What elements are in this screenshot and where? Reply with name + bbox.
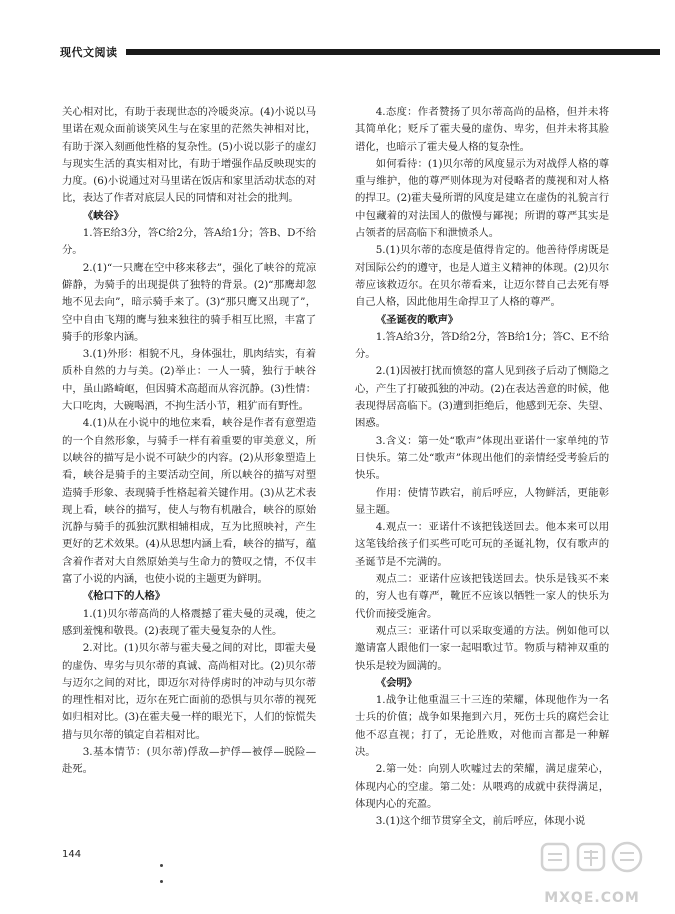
watermark: [532, 840, 652, 906]
answer-paragraph: 5.(1)贝尔蒂的态度是值得肯定的。他善待俘虏既是对国际公约的遵守，也是人道主义精神的体现。(2)贝尔蒂应该救迈尔。在贝尔蒂看来，让迈尔替自己去死有辱自己人格，因此他用生命捍卫了人格的尊严。: [355, 244, 609, 309]
left-column: [62, 104, 316, 779]
scan-dot: [160, 880, 163, 883]
section-heading: 《峡谷》: [82, 209, 124, 222]
answer-paragraph: 4.(1)从在小说中的地位来看，峡谷是作者有意塑造的一个自然形象，与骑手一样有着重要的审美意义，所以峡谷的描写是小说不可缺少的内容。(2)从形象塑造上看，峡谷是骑手的主要活动空间，所以峡谷的描写对塑造骑手形象、表现骑手性格起着关键作用。(3)从艺术表现上看，峡谷的描写，使人与物有机融合，峡谷的原始沉静与骑手的孤独沉默相辅相成，互为比照映衬，产生更好的艺术效果。(4)从思想内涵上看，峡谷的描写，蕴含着作者对大自然原始美与生命力的赞叹之情，不仅丰富了小说的内涵，也使小说的主题更为鲜明。: [62, 417, 316, 586]
answer-paragraph: 3.(1)这个细节贯穿全文，前后呼应，体现小说: [375, 815, 586, 828]
page-header: [60, 44, 660, 58]
answer-paragraph: 观点二：亚诺什应该把钱送回去。快乐是钱买不来的，穷人也有尊严，靴匠不应该以牺牲一家人的快乐为代价而接受施舍。: [355, 573, 609, 620]
answer-paragraph: 1.战争让他重温三十三连的荣耀，体现他作为一名士兵的价值；战争如果拖到六月，死伤士兵的腐烂会让他不忍直视；打了，无论胜败，对他而言都是一种解决。: [355, 694, 609, 758]
answer-paragraph: 3.含义：第一处“歌声”体现出亚诺什一家单纯的节日快乐。第二处“歌声”体现出他们的亲情经受考验后的快乐。: [355, 434, 609, 482]
section-heading: 《枪口下的人格》: [82, 590, 166, 603]
answer-paragraph: 3.基本情节：(贝尔蒂)俘敌—护俘—被俘—脱险—赴死。: [62, 745, 316, 776]
right-column: [355, 104, 609, 830]
answer-paragraph: 3.(1)外形：相貌不凡，身体强壮，肌肉结实，有着质朴自然的力与美。(2)举止：一人一骑，独行于峡谷中，虽山路崎岖，但因骑术高超而从容沉静。(3)性情：大口吃肉，大碗喝酒，不拘生活小节，粗犷而有野性。: [62, 348, 316, 413]
answer-paragraph: 2.(1)“一只鹰在空中移来移去”，强化了峡谷的荒凉僻静，为骑手的出现提供了独特的背景。(2)“那鹰却忽地不见去向”，暗示骑手来了。(3)“那只鹰又出现了”，空中自由飞翔的鹰与独来独往的骑手相互比照，丰富了骑手的形象内涵。: [62, 261, 316, 343]
answer-paragraph: 4.态度：作者赞扬了贝尔蒂高尚的品格，但并未将其简单化；贬斥了霍夫曼的虚伪、卑劣，但并未将其脸谱化，也暗示了霍夫曼人格的复杂性。: [355, 106, 609, 153]
answer-paragraph: 2.对比。(1)贝尔蒂与霍夫曼之间的对比，即霍夫曼的虚伪、卑劣与贝尔蒂的真诚、高尚相对比。(2)贝尔蒂与迈尔之间的对比，即迈尔对待俘虏时的冲动与贝尔蒂的理性相对比，迈尔在死亡面前的恐惧与贝尔蒂的视死如归相对比。(3)在霍夫曼一样的眼光下，人们的惊慌失措与贝尔蒂的镇定自若相对比。: [62, 642, 316, 741]
section-heading: 《圣诞夜的歌声》: [375, 313, 459, 326]
answer-paragraph: 作用：使情节跌宕，前后呼应，人物鲜活，更能彰显主题。: [355, 486, 609, 516]
answer-paragraph: 观点三：亚诺什可以采取变通的方法。例如他可以邀请富人跟他们一家一起唱歌过节。物质与精神双重的快乐是较为圆满的。: [355, 624, 609, 672]
section-heading: 《会明》: [375, 676, 417, 689]
answer-paragraph: 2.第一处：向别人吹嘘过去的荣耀，满足虚荣心，体现内心的空虚。第二处：从喂鸡的成就中获得满足，体现内心的充盈。: [355, 763, 609, 810]
watermark-url: MXQE.COM: [544, 890, 640, 906]
answer-paragraph: 1.答A给3分，答D给2分，答B给1分；答C、E不给分。: [355, 330, 609, 361]
answer-paragraph: 2.(1)因被打扰而愤怒的富人见到孩子后动了恻隐之心，产生了打破孤独的冲动。(2)在表达善意的时候，他表现得居高临下。(3)遭到拒绝后，他感到无奈、失望、困惑。: [355, 365, 609, 430]
watermark-logo-icon: [540, 840, 644, 874]
answer-paragraph: 4.观点一：亚诺什不该把钱送回去。他本来可以用这笔钱给孩子们买些可吃可玩的圣诞礼物，仅有歌声的圣诞节是不完满的。: [355, 521, 609, 568]
answer-paragraph: 如何看待：(1)贝尔蒂的风度显示为对战俘人格的尊重与维护，他的尊严则体现为对侵略者的蔑视和对人格的捍卫。(2)霍夫曼所谓的风度是建立在虚伪的礼貌言行中包藏着的对法国人的傲慢与鄙视；所谓的尊严其实是占领者的居高临下和泄愤杀人。: [355, 157, 609, 240]
scan-dot: [160, 864, 163, 867]
answer-paragraph: 1.(1)贝尔蒂高尚的人格震撼了霍夫曼的灵魂，使之感到羞愧和敬畏。(2)表现了霍夫曼复杂的人性。: [62, 607, 316, 637]
answer-paragraph: 1.答E给3分，答C给2分，答A给1分；答B、D不给分。: [62, 227, 316, 257]
page-number: 144: [62, 849, 82, 860]
answer-paragraph: 关心相对比，有助于表现世态的冷暖炎凉。(4)小说以马里诺在观众面前谈笑风生与在家里的茫然失神相对比，有助于深入刻画他性格的复杂性。(5)小说以影子的虚幻与现实生活的真实相对比，有助于增强作品反映现实的力度。(6)小说通过对马里诺在饭店和家里活动状态的对比，表达了作者对底层人民的同情和对社会的批判。: [62, 106, 316, 205]
header-rule: [126, 49, 660, 55]
section-title: 现代文阅读: [60, 46, 118, 59]
